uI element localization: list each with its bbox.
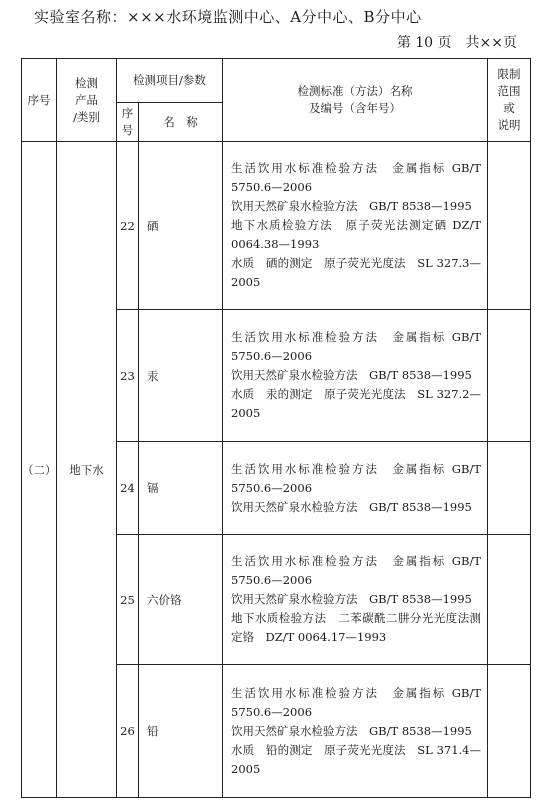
item-name: 硒: [139, 142, 223, 310]
standards-cell: [223, 142, 488, 310]
standard-entry: 饮用天然矿泉水检验方法 GB/T 8538—1995: [231, 499, 472, 514]
header-item-name: 名 称: [139, 103, 223, 142]
lab-title: 实验室名称：×××水环境监测中心、A分中心、B分中心: [34, 8, 422, 26]
limit-cell: [488, 142, 531, 310]
table-row: [22, 142, 531, 310]
limit-cell: [488, 535, 531, 665]
header-item-seq: 序 号: [117, 103, 139, 142]
standards-cell: [223, 442, 488, 535]
standard-entry: 水质 汞的测定 原子荧光光度法 SL 327.2—2005: [231, 387, 481, 420]
table-body: [22, 142, 531, 798]
standards-cell: [223, 310, 488, 442]
group-product: 地下水: [57, 142, 117, 798]
standard-entry: 饮用天然矿泉水检验方法 GB/T 8538—1995: [231, 592, 472, 606]
standard-entry: 生活饮用水标准检验方法 金属指标 GB/T 5750.6—2006: [231, 461, 481, 495]
standard-entry: 饮用天然矿泉水检验方法 GB/T 8538—1995: [231, 199, 472, 213]
standard-entry: 生活饮用水标准检验方法 金属指标 GB/T 5750.6—2006: [231, 161, 481, 194]
limit-cell: [488, 442, 531, 535]
standards-cell: [223, 535, 488, 665]
standard-entry: 饮用天然矿泉水检验方法 GB/T 8538—1995: [231, 723, 472, 738]
standard-entry: 饮用天然矿泉水检验方法 GB/T 8538—1995: [231, 368, 472, 382]
standards-table: [21, 58, 531, 798]
group-seq: （二）: [22, 142, 57, 798]
page-info: 第 10 页 共××页: [396, 35, 517, 51]
header-product: 检测 产品 /类别: [57, 59, 117, 142]
limit-cell: [488, 665, 531, 798]
header-limit: 限制 范围 或 说明: [488, 59, 531, 142]
standard-entry: 水质 铅的测定 原子荧光光度法 SL 371.4—2005: [231, 742, 481, 776]
standard-entry: 地下水质检验方法 原子荧光法测定硒 DZ/T 0064.38—1993: [231, 218, 481, 251]
header-item-group: 检测项目/参数: [117, 59, 223, 103]
item-number: 25: [117, 535, 139, 665]
item-number: 26: [117, 665, 139, 798]
limit-cell: [488, 310, 531, 442]
item-name: 汞: [139, 310, 223, 442]
item-number: 22: [117, 142, 139, 310]
item-name: 铅: [139, 665, 223, 798]
standard-entry: 生活饮用水标准检验方法 金属指标 GB/T 5750.6—2006: [231, 330, 481, 363]
header-standard: 检测标准（方法）名称 及编号（含年号）: [223, 59, 488, 142]
standard-entry: 生活饮用水标准检验方法 金属指标 GB/T 5750.6—2006: [231, 554, 481, 587]
header-seq: 序号: [22, 59, 57, 142]
standard-entry: 生活饮用水标准检验方法 金属指标 GB/T 5750.6—2006: [231, 685, 481, 719]
item-name: 六价铬: [139, 535, 223, 665]
standard-entry: 地下水质检验方法 二苯碳酰二肼分光光度法测定铬 DZ/T 0064.17—1993: [231, 611, 481, 644]
item-number: 24: [117, 442, 139, 535]
item-name: 镉: [139, 442, 223, 535]
standard-entry: 水质 硒的测定 原子荧光光度法 SL 327.3—2005: [231, 256, 481, 289]
item-number: 23: [117, 310, 139, 442]
standards-cell: [223, 665, 488, 798]
